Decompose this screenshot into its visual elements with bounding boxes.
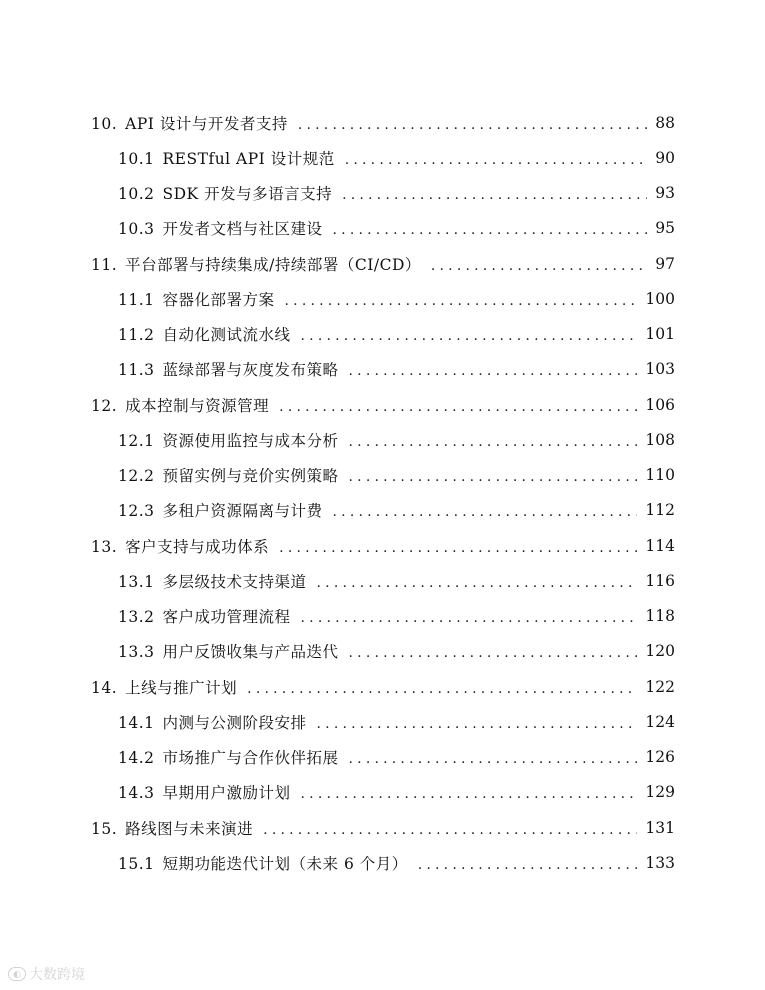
watermark-text: 大数跨境 — [29, 967, 85, 983]
toc-entry[interactable] — [0, 493, 765, 528]
toc-entry-page: 103 — [645, 360, 675, 379]
dot-leader — [263, 822, 637, 838]
toc-entry[interactable] — [0, 528, 765, 563]
toc-entry-title — [118, 182, 332, 204]
toc-entry-text: 预留实例与竞价实例策略 — [162, 467, 339, 486]
toc-entry[interactable] — [0, 317, 765, 352]
toc-entry[interactable] — [0, 176, 765, 211]
toc-entry-number: 12. — [91, 396, 118, 415]
toc-entry-page: 118 — [645, 607, 675, 626]
toc-entry-text: 早期用户激励计划 — [162, 784, 291, 803]
dot-leader — [349, 645, 638, 661]
dot-leader — [317, 575, 638, 591]
toc-entry-page: 131 — [645, 818, 675, 837]
toc-entry-number: 10.2 — [118, 185, 155, 204]
toc-entry-title — [91, 394, 269, 416]
toc-entry-text: 用户反馈收集与产品迭代 — [162, 643, 339, 662]
toc-entry-title — [118, 323, 291, 345]
toc-entry[interactable] — [0, 211, 765, 246]
toc-entry-title — [118, 464, 339, 486]
dot-leader — [349, 469, 638, 485]
toc-entry-text: 蓝绿部署与灰度发布策略 — [162, 361, 339, 380]
dot-leader — [431, 258, 647, 274]
dot-leader — [349, 363, 638, 379]
toc-entry-page: 108 — [645, 430, 675, 449]
toc-entry-title — [118, 570, 307, 592]
dot-leader — [298, 117, 647, 133]
toc-entry[interactable] — [0, 105, 765, 140]
dot-leader — [285, 293, 638, 309]
toc-entry-title — [118, 711, 307, 733]
toc-entry-title — [118, 358, 339, 380]
toc-entry-title — [91, 676, 237, 698]
toc-entry-title — [91, 535, 269, 557]
dot-leader — [333, 504, 638, 520]
toc-entry-title — [91, 253, 421, 275]
dot-leader — [279, 399, 637, 415]
toc-entry-text: 成本控制与资源管理 — [125, 396, 270, 415]
toc-entry-page: 124 — [645, 712, 675, 731]
toc-entry[interactable] — [0, 740, 765, 775]
toc-entry-page: 126 — [645, 748, 675, 767]
brand-logo-icon: ◐ — [8, 967, 26, 981]
toc-entry-number: 13.2 — [118, 608, 155, 627]
toc-entry-text: 路线图与未来演进 — [125, 819, 254, 838]
toc-entry-title — [118, 429, 339, 451]
toc-entry-page: 95 — [655, 219, 675, 238]
toc-entry-title — [118, 499, 323, 521]
toc-entry[interactable] — [0, 810, 765, 845]
toc-entry[interactable] — [0, 669, 765, 704]
toc-entry-number: 10.3 — [118, 220, 155, 239]
toc-entry-text: 容器化部署方案 — [162, 290, 275, 309]
toc-entry-title — [118, 746, 339, 768]
toc-entry-page: 100 — [645, 289, 675, 308]
toc-entry-text: 短期功能迭代计划（未来 6 个月） — [162, 854, 408, 873]
table-of-contents — [0, 105, 765, 881]
toc-entry-text: 平台部署与持续集成/持续部署（CI/CD） — [125, 255, 421, 274]
toc-entry-number: 15.1 — [118, 854, 155, 873]
toc-entry-number: 15. — [91, 819, 118, 838]
dot-leader — [301, 328, 638, 344]
toc-entry[interactable] — [0, 352, 765, 387]
toc-entry-page: 106 — [645, 395, 675, 414]
toc-entry-title — [91, 817, 253, 839]
toc-entry-text: SDK 开发与多语言支持 — [162, 185, 333, 204]
toc-entry-text: 资源使用监控与成本分析 — [162, 431, 339, 450]
dot-leader — [247, 681, 637, 697]
toc-entry-number: 12.3 — [118, 502, 155, 521]
toc-entry-title — [91, 112, 288, 134]
dot-leader — [279, 540, 637, 556]
dot-leader — [418, 857, 638, 873]
toc-entry[interactable] — [0, 599, 765, 634]
toc-entry-text: 多租户资源隔离与计费 — [162, 502, 323, 521]
toc-entry[interactable] — [0, 387, 765, 422]
toc-entry-number: 13.1 — [118, 572, 155, 591]
toc-entry-page: 110 — [645, 466, 675, 485]
toc-entry[interactable] — [0, 140, 765, 175]
toc-entry-page: 114 — [645, 536, 675, 555]
toc-entry-text: RESTful API 设计规范 — [162, 149, 335, 168]
toc-entry-text: API 设计与开发者支持 — [125, 114, 288, 133]
dot-leader — [342, 187, 647, 203]
toc-entry-page: 112 — [645, 501, 675, 520]
toc-entry-page: 133 — [645, 853, 675, 872]
toc-entry[interactable] — [0, 563, 765, 598]
toc-entry-page: 88 — [655, 113, 675, 132]
toc-entry-number: 12.1 — [118, 431, 155, 450]
toc-entry-text: 上线与推广计划 — [125, 678, 238, 697]
toc-entry[interactable] — [0, 458, 765, 493]
toc-entry-page: 93 — [655, 184, 675, 203]
toc-entry-page: 116 — [645, 571, 675, 590]
toc-entry[interactable] — [0, 281, 765, 316]
toc-entry-number: 14.3 — [118, 784, 155, 803]
toc-entry-number: 11.2 — [118, 326, 155, 345]
dot-leader — [349, 434, 638, 450]
toc-entry-number: 11. — [91, 255, 118, 274]
toc-entry-page: 101 — [645, 325, 675, 344]
dot-leader — [317, 716, 638, 732]
toc-entry-page: 90 — [655, 148, 675, 167]
toc-entry-number: 13. — [91, 537, 118, 556]
toc-entry[interactable] — [0, 246, 765, 281]
toc-entry-text: 自动化测试流水线 — [162, 326, 291, 345]
toc-entry-text: 内测与公测阶段安排 — [162, 713, 307, 732]
toc-entry-page: 97 — [655, 254, 675, 273]
toc-entry-page: 129 — [645, 783, 675, 802]
toc-entry[interactable] — [0, 422, 765, 457]
toc-entry-title — [118, 781, 291, 803]
toc-entry-number: 10.1 — [118, 149, 155, 168]
toc-entry-title — [118, 147, 335, 169]
toc-entry-text: 开发者文档与社区建设 — [162, 220, 323, 239]
toc-entry-number: 14.1 — [118, 713, 155, 732]
toc-entry-text: 客户成功管理流程 — [162, 608, 291, 627]
toc-entry-title — [118, 852, 408, 874]
toc-entry-title — [118, 217, 323, 239]
toc-entry-title — [118, 605, 291, 627]
toc-entry-number: 10. — [91, 114, 118, 133]
watermark — [8, 964, 85, 984]
toc-entry-text: 多层级技术支持渠道 — [162, 572, 307, 591]
dot-leader — [333, 222, 647, 238]
toc-entry[interactable] — [0, 634, 765, 669]
toc-entry-page: 120 — [645, 642, 675, 661]
toc-entry-text: 市场推广与合作伙伴拓展 — [162, 749, 339, 768]
toc-entry-title — [118, 640, 339, 662]
toc-entry[interactable] — [0, 704, 765, 739]
toc-entry-number: 14.2 — [118, 749, 155, 768]
toc-entry[interactable] — [0, 845, 765, 880]
toc-entry-number: 13.3 — [118, 643, 155, 662]
dot-leader — [349, 751, 638, 767]
dot-leader — [345, 152, 647, 168]
toc-entry[interactable] — [0, 775, 765, 810]
dot-leader — [301, 786, 638, 802]
toc-entry-number: 11.1 — [118, 290, 155, 309]
toc-entry-title — [118, 288, 275, 310]
toc-entry-number: 14. — [91, 678, 118, 697]
toc-entry-text: 客户支持与成功体系 — [125, 537, 270, 556]
toc-entry-number: 11.3 — [118, 361, 155, 380]
toc-entry-number: 12.2 — [118, 467, 155, 486]
dot-leader — [301, 610, 638, 626]
toc-entry-page: 122 — [645, 677, 675, 696]
